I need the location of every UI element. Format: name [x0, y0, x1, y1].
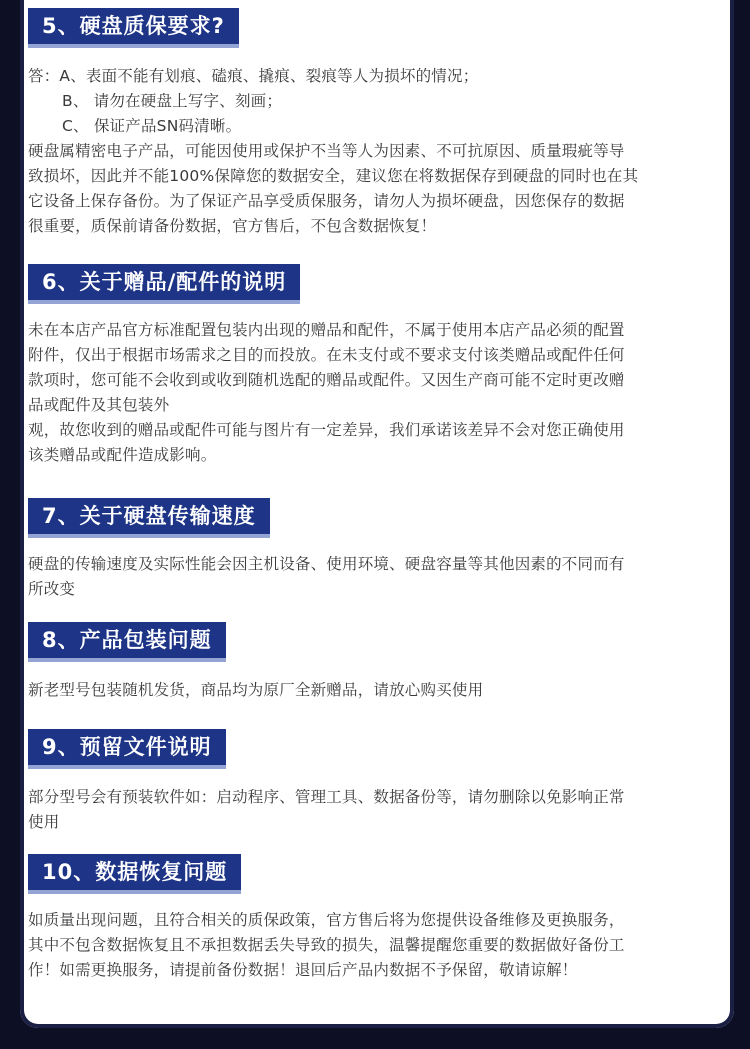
paragraph-line: 部分型号会有预装软件如：启动程序、管理工具、数据备份等，请勿删除以免影响正常: [28, 788, 625, 806]
section-transfer-speed: [28, 498, 708, 602]
paragraph-line: 如质量出现问题，且符合相关的质保政策，官方售后将为您提供设备维修及更换服务，: [28, 911, 625, 929]
section-heading: 6、关于赠品/配件的说明: [28, 264, 300, 300]
paragraph-line: 硬盘属精密电子产品，可能因使用或保护不当等人为因素、不可抗原因、质量瑕疵等导: [28, 142, 625, 160]
paragraph-line: 未在本店产品官方标准配置包装内出现的赠品和配件，不属于使用本店产品必须的配置: [28, 321, 625, 339]
section-heading: 9、预留文件说明: [28, 729, 226, 765]
section-heading: 5、硬盘质保要求?: [28, 8, 239, 44]
paragraph-line: 新老型号包装随机发货，商品均为原厂全新赠品，请放心购买使用: [28, 681, 484, 699]
answer-line-b: B、 请勿在硬盘上写字、刻画；: [62, 92, 283, 110]
paragraph-line: 使用: [28, 813, 60, 831]
paragraph-line: 它设备上保存备份。为了保证产品享受质保服务，请勿人为损坏硬盘，因您保存的数据: [28, 192, 625, 210]
section-packaging: [28, 622, 708, 703]
paragraph-line: 其中不包含数据恢复且不承担数据丢失导致的损失，温馨提醒您重要的数据做好备份工: [28, 936, 625, 954]
section-heading: 10、数据恢复问题: [28, 854, 241, 890]
paragraph-line: 所改变: [28, 580, 76, 598]
paragraph-line: 品或配件及其包装外: [28, 396, 170, 414]
section-data-recovery: [28, 854, 708, 983]
paragraph-line: 观，故您收到的赠品或配件可能与图片有一定差异，我们承诺该差异不会对您正确使用: [28, 421, 625, 439]
paragraph-line: 很重要，质保前请备份数据，官方售后，不包含数据恢复！: [28, 217, 437, 235]
paragraph-line: 致损坏，因此并不能100%保障您的数据安全，建议您在将数据保存到硬盘的同时也在其: [28, 167, 639, 185]
section-preinstalled-files: [28, 729, 708, 835]
paragraph-line: 附件，仅出于根据市场需求之目的而投放。在未支付或不要求支付该类赠品或配件任何: [28, 346, 625, 364]
section-warranty-requirements: [28, 8, 708, 239]
answer-line-a: 答：A、表面不能有划痕、磕痕、撬痕、裂痕等人为损坏的情况；: [28, 67, 479, 85]
paragraph-line: 该类赠品或配件造成影响。: [28, 446, 217, 464]
section-gifts-accessories: [28, 264, 708, 468]
answer-line-c: C、 保证产品SN码清晰。: [62, 117, 242, 135]
paragraph-line: 款项时，您可能不会收到或收到随机选配的赠品或配件。又因生产商可能不定时更改赠: [28, 371, 625, 389]
paragraph-line: 作！如需更换服务，请提前备份数据！退回后产品内数据不予保留，敬请谅解！: [28, 961, 578, 979]
section-heading: 7、关于硬盘传输速度: [28, 498, 270, 534]
section-heading: 8、产品包装问题: [28, 622, 226, 658]
paragraph-line: 硬盘的传输速度及实际性能会因主机设备、使用环境、硬盘容量等其他因素的不同而有: [28, 555, 625, 573]
